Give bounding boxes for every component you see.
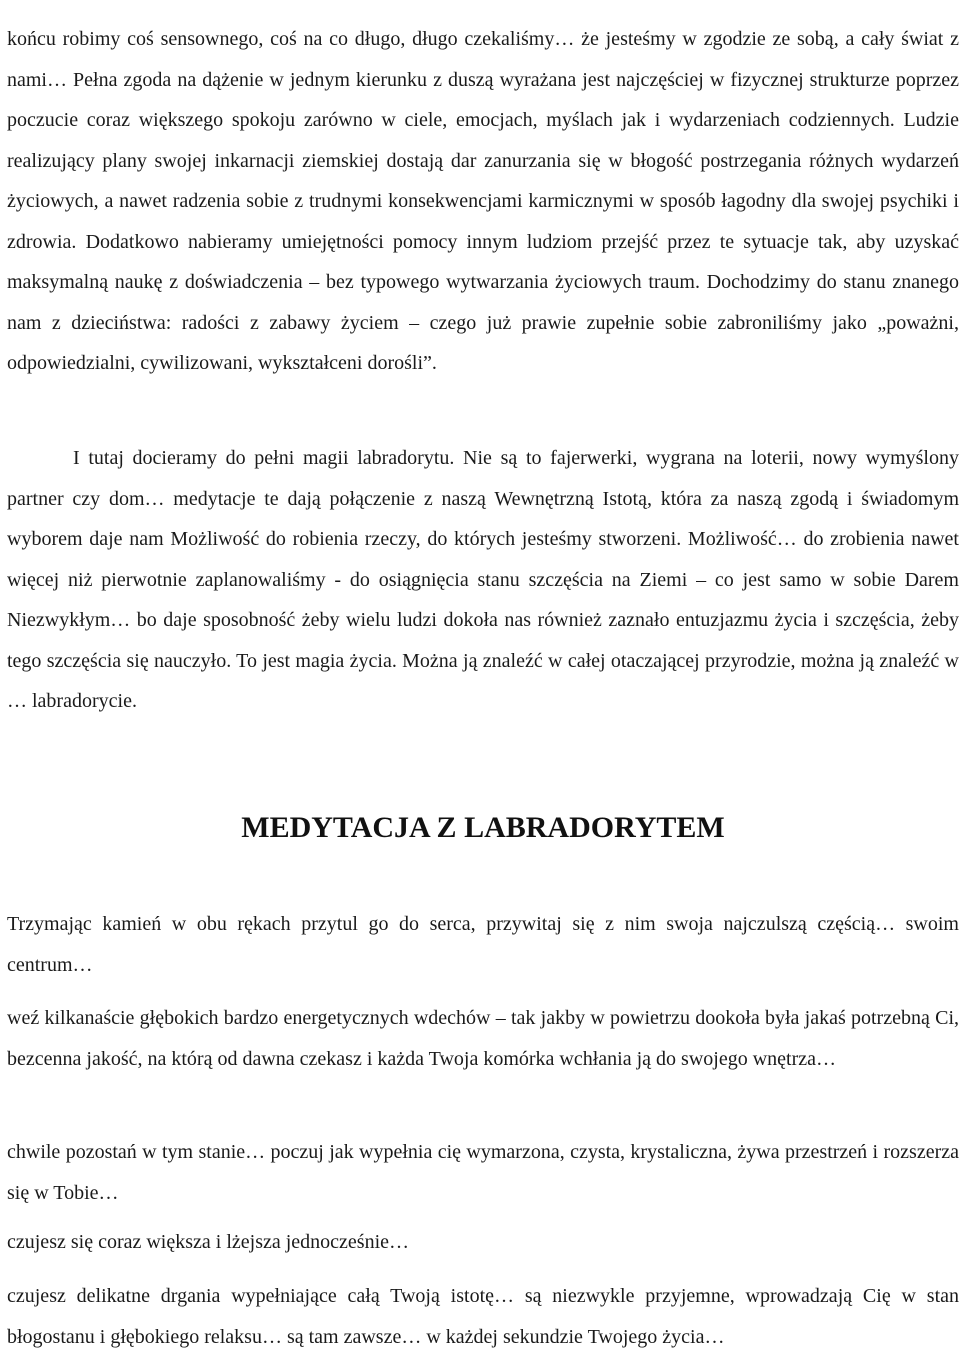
- meditation-step: Trzymając kamień w obu rękach przytul go do serca, przywitaj się z nim swoja najczulszą częścią… swoim centrum…: [7, 913, 959, 976]
- meditation-step: weź kilkanaście głębokich bardzo energetycznych wdechów – tak jakby w powietrzu dookoła była jakaś potrzebną Ci, bezcenna jakość, na którą od dawna czekasz i każda Twoja komórka wchłania ją do swojego wnętrza…: [7, 1007, 959, 1070]
- section-heading: MEDYTACJA Z LABRADORYTEM: [241, 811, 725, 844]
- meditation-step: chwile pozostań w tym stanie… poczuj jak wypełnia cię wymarzona, czysta, krystaliczna, żywa przestrzeń i rozszerza się w Tobie…: [7, 1141, 959, 1204]
- meditation-step: czujesz się coraz większa i lżejsza jednocześnie…: [7, 1231, 410, 1253]
- body-paragraph: końcu robimy coś sensownego, coś na co długo, długo czekaliśmy… że jesteśmy w zgodzie ze sobą, a cały świat z nami… Pełna zgoda na dążenie w jednym kierunku z duszą wyrażana jest najczęściej w fizycznej strukturze poprzez poczucie coraz większego spokoju zarówno w ciele, emocjach, myślach jak i wydarzeniach codziennych. Ludzie realizujący plany swojej inkarnacji ziemskiej dostają dar zanurzania się w błogość postrzegania różnych wydarzeń życiowych, a nawet radzenia sobie z trudnymi konsekwencjami karmicznymi w sposób łagodny dla swojej psychiki i zdrowia. Dodatkowo nabieramy umiejętności pomocy innym ludziom przejść przez te sytuacje tak, aby uzyskać maksymalną naukę z doświadczenia – bez typowego wytwarzania życiowych traum. Dochodzimy do stanu znanego nam z dzieciństwa: radości z zabawy życiem – czego już prawie zupełnie sobie zabroniliśmy jako „poważni, odpowiedzialni, cywilizowani, wykształceni dorośli”.: [7, 28, 959, 374]
- body-paragraph: I tutaj docieramy do pełni magii labradorytu. Nie są to fajerwerki, wygrana na loterii, nowy wymyślony partner czy dom… medytacje te dają połączenie z naszą Wewnętrzną Istotą, która za naszą zgodą i świadomym wyborem daje nam Możliwość do robienia rzeczy, do których jesteśmy stworzeni. Możliwość… do zrobienia nawet więcej niż pierwotnie zaplanowaliśmy - do osiągnięcia stanu szczęścia na Ziemi – co jest samo w sobie Darem Niezwykłym… bo daje sposobność żeby wielu ludzi dokoła nas również zaznało entuzjazmu życia i szczęścia, żeby tego szczęścia się nauczyło. To jest magia życia. Można ją znaleźć w całej otaczającej przyrodzie, można ją znaleźć w … labradorycie.: [7, 447, 959, 712]
- meditation-step: czujesz delikatne drgania wypełniające całą Twoją istotę… są niezwykle przyjemne, wprowadzają Cię w stan błogostanu i głębokiego relaksu… są tam zawsze… w każdej sekundzie Twojego życia…: [7, 1285, 959, 1348]
